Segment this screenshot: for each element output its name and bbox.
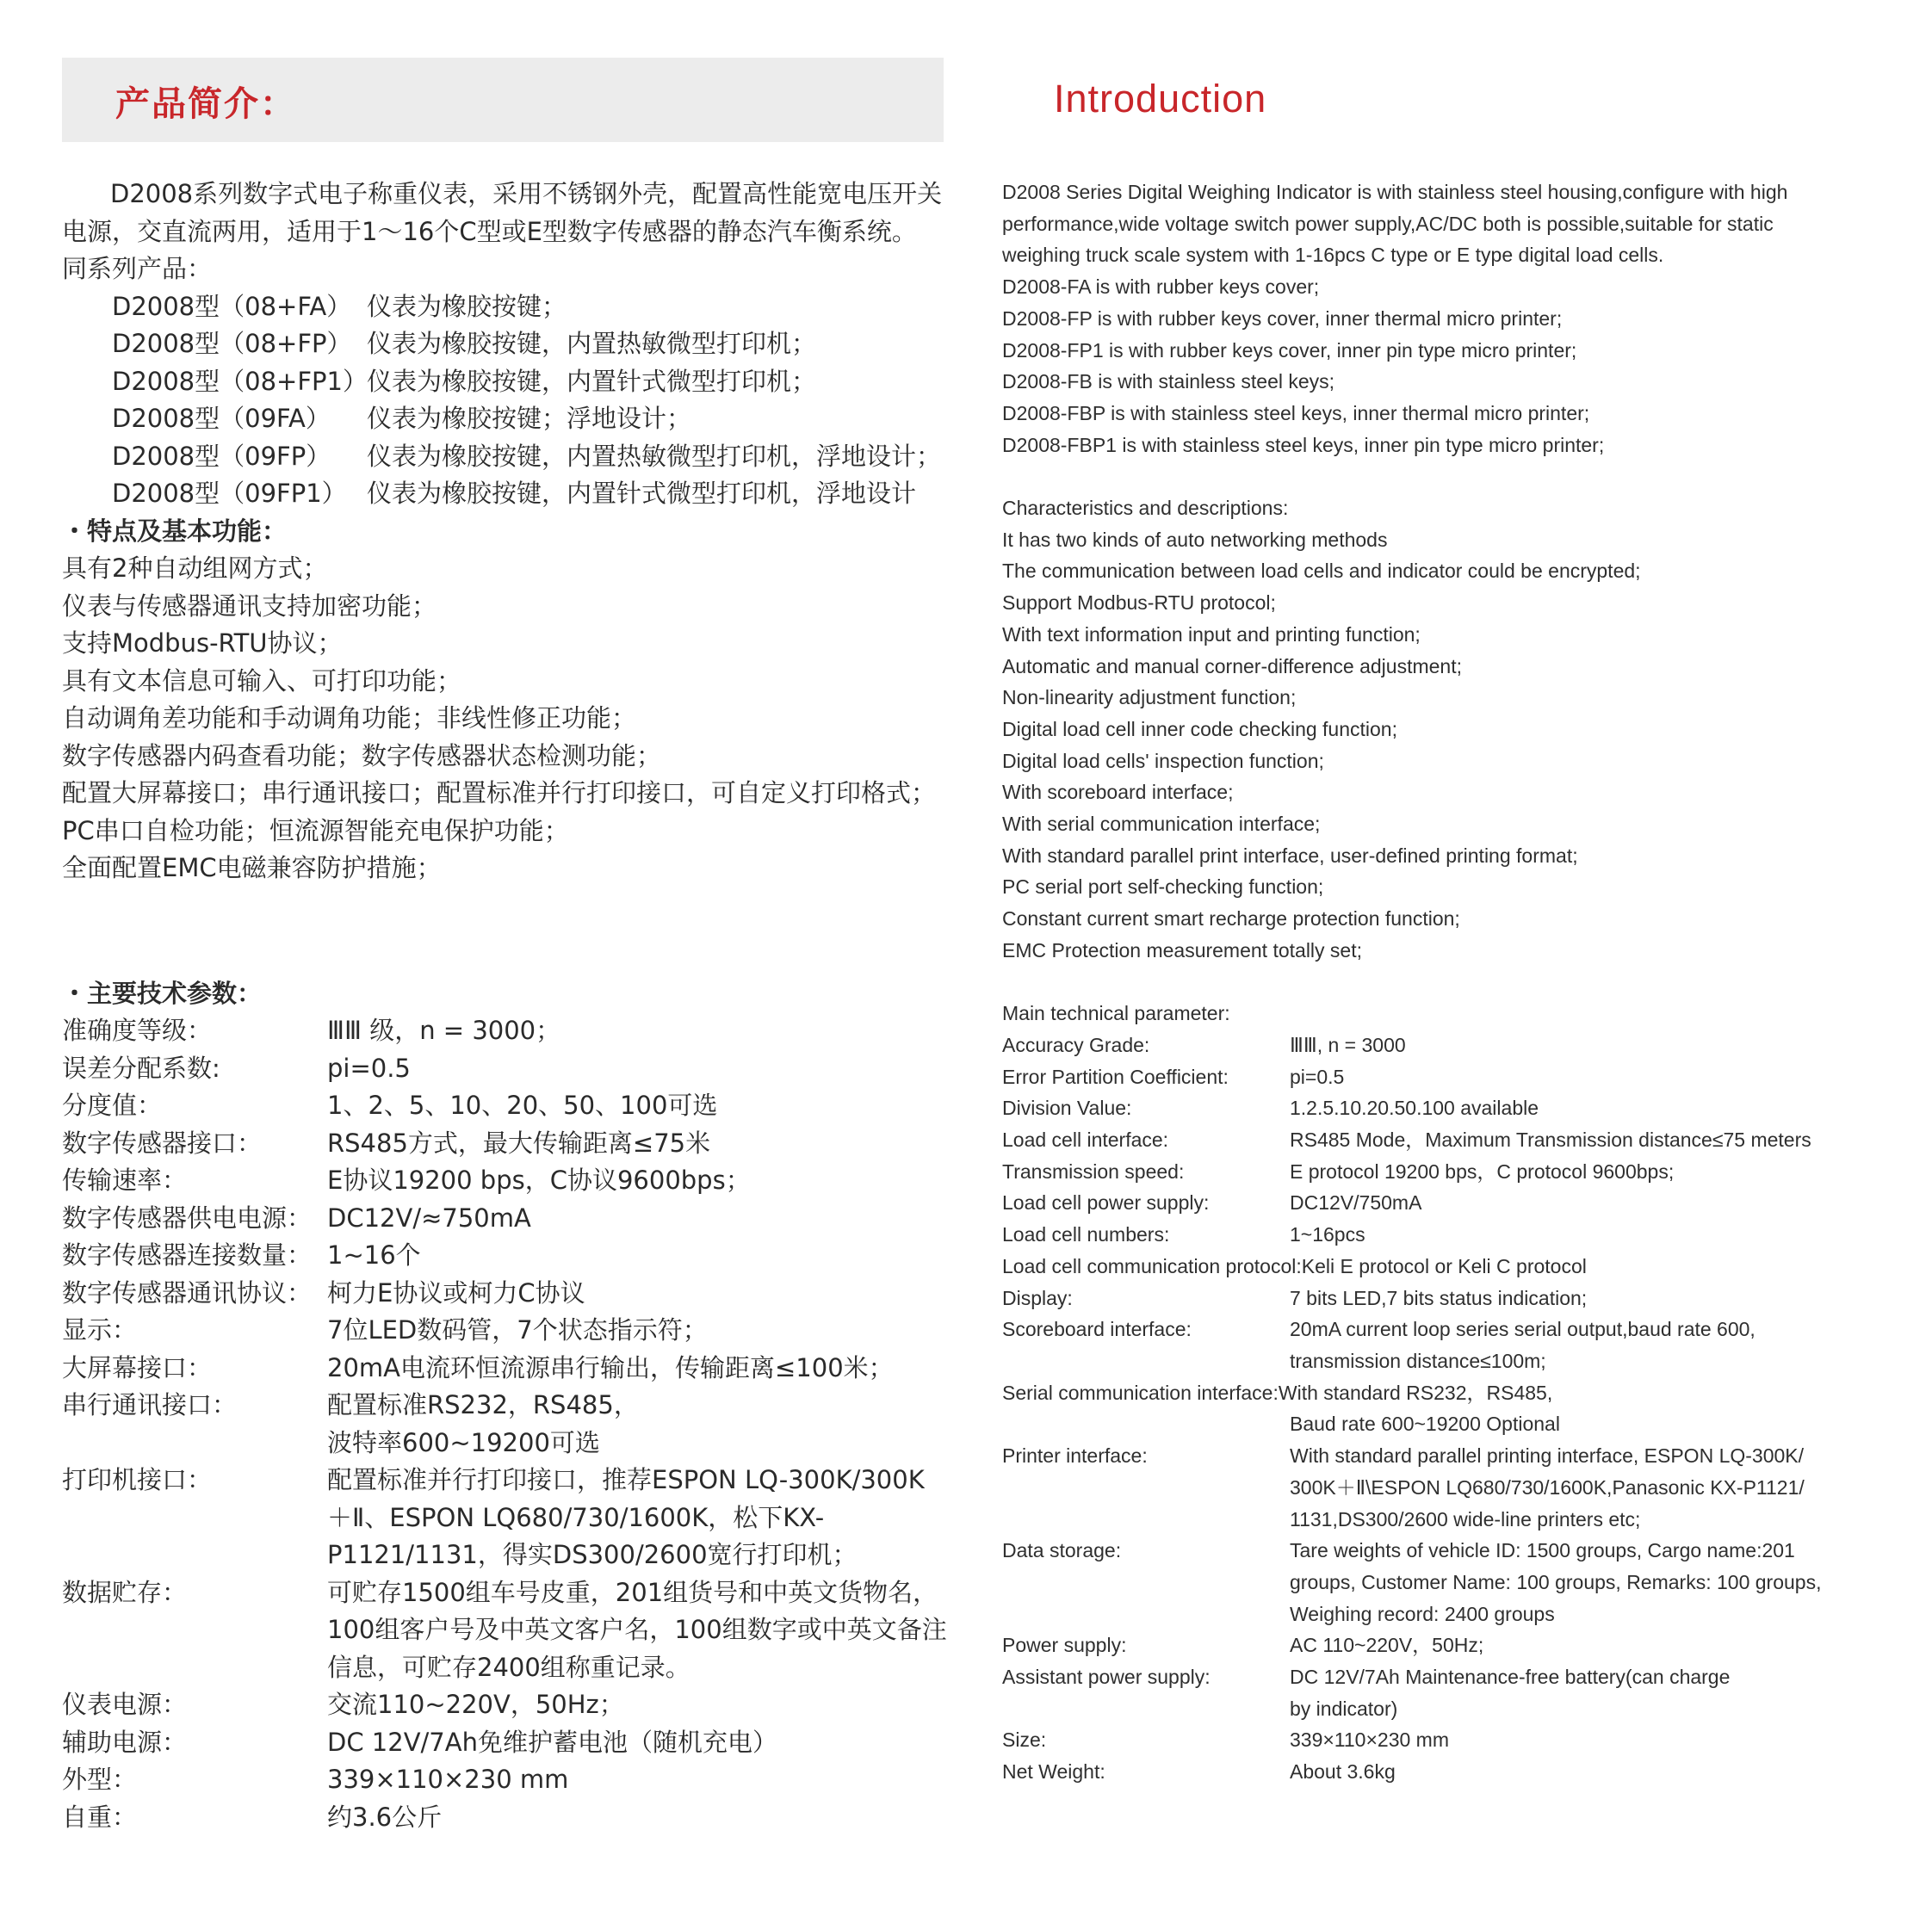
zh-param-label: 外型： (62, 1765, 138, 1794)
zh-param-value: DC 12V/7Ah免维护蓄电池（随机充电） (327, 1727, 777, 1757)
en-intro-line: D2008 Series Digital Weighing Indicator is with stainless steel housing,configure with high (1002, 181, 1788, 203)
en-param-row (1002, 1661, 1889, 1724)
en-intro-line: D2008-FP is with rubber keys cover, inner thermal micro printer; (1002, 306, 1563, 330)
zh-param-label: 数据贮存： (62, 1577, 188, 1607)
en-param-row (1002, 1756, 1889, 1788)
zh-param-row (62, 1275, 949, 1313)
zh-model-desc: 仪表为橡胶按键，内置热敏微型打印机； (367, 329, 817, 358)
en-param-value: ⅢⅢ, n = 3000 (1290, 1033, 1406, 1056)
zh-feature-item: 支持Modbus-RTU协议； (62, 628, 343, 658)
zh-model-name: D2008型（08+FP1） (112, 366, 368, 396)
en-feature-item: It has two kinds of auto networking methods (1002, 528, 1388, 551)
zh-param-row (62, 1761, 949, 1799)
en-feature-item: With standard parallel print interface, user-defined printing format; (1002, 844, 1578, 867)
zh-param-row (62, 1724, 949, 1762)
zh-param-row (62, 1686, 949, 1724)
en-intro-line: D2008-FP1 is with rubber keys cover, inner pin type micro printer; (1002, 338, 1577, 362)
en-param-label: Assistant power supply: (1002, 1666, 1211, 1689)
en-intro-line: weighing truck scale system with 1-16pcs C type or E type digital load cells. (1002, 244, 1664, 267)
zh-param-label: 仪表电源： (62, 1690, 188, 1719)
zh-param-label: 自重： (62, 1802, 138, 1832)
zh-param-value: 配置标准RS232，RS485， 波特率600~19200可选 (327, 1390, 639, 1457)
zh-params-title: ・主要技术参数： (62, 978, 263, 1008)
zh-param-label: 传输速率： (62, 1166, 188, 1195)
en-column (1002, 176, 1889, 1788)
en-feature-item: Support Modbus-RTU protocol; (1002, 591, 1276, 615)
en-feature-item: Digital load cell inner code checking function; (1002, 717, 1397, 740)
en-param-row (1002, 1629, 1889, 1661)
zh-param-label: 准确度等级： (62, 1016, 213, 1045)
zh-intro-line: 同系列产品： (62, 254, 213, 283)
en-param-value: AC 110~220V，50Hz; (1290, 1634, 1484, 1657)
en-feature-item: With serial communication interface; (1002, 813, 1321, 836)
zh-param-value: E协议19200 bps，C协议9600bps； (327, 1166, 751, 1195)
zh-param-value: 配置标准并行打印接口，推荐ESPON LQ-300K/300K＋Ⅱ、ESPON LQ680/730/1600K，松下KX-P1121/1131，得实DS300/2600宽行打印机； (327, 1465, 925, 1569)
en-feature-item: PC serial port self-checking function; (1002, 875, 1324, 899)
en-intro-line: D2008-FB is with stainless steel keys; (1002, 370, 1335, 393)
zh-feature-item: 配置大屏幕接口；串行通讯接口；配置标准并行打印接口，可自定义打印格式； (62, 778, 937, 807)
en-param-row (1002, 1535, 1889, 1629)
zh-param-value: 交流110~220V，50Hz； (327, 1690, 624, 1719)
en-param-value: 7 bits LED,7 bits status indication; (1290, 1286, 1588, 1309)
en-param-row (1002, 1092, 1889, 1124)
zh-model-name: D2008型（08+FA） (112, 291, 352, 321)
zh-feature-item: 具有2种自动组网方式； (62, 553, 328, 583)
zh-model-desc: 仪表为橡胶按键，内置热敏微型打印机，浮地设计； (367, 441, 942, 471)
zh-title: 产品简介： (115, 84, 296, 124)
zh-model-desc: 仪表为橡胶按键；浮地设计； (367, 404, 692, 433)
en-param-row (1002, 1187, 1889, 1219)
zh-feature-item: 全面配置EMC电磁兼容防护措施； (62, 853, 442, 882)
zh-param-label: 数字传感器接口： (62, 1128, 263, 1158)
zh-param-value: 柯力E协议或柯力C协议 (327, 1277, 585, 1308)
zh-model-line (62, 288, 949, 326)
zh-param-row (62, 1050, 949, 1088)
zh-header-band (62, 58, 944, 142)
zh-param-value: pi=0.5 (327, 1053, 411, 1083)
en-param-value: E protocol 19200 bps，C protocol 9600bps; (1290, 1159, 1675, 1183)
en-param-value: About 3.6kg (1290, 1760, 1396, 1784)
zh-column (62, 176, 949, 1836)
en-param-row (1002, 1251, 1889, 1283)
en-param-row (1002, 1219, 1889, 1251)
en-title: Introduction (1054, 77, 1267, 121)
en-param-row (1002, 1283, 1889, 1314)
en-param-label: Data storage: (1002, 1539, 1122, 1562)
zh-param-label: 数字传感器连接数量： (62, 1240, 313, 1270)
zh-model-name: D2008型（09FP） (112, 441, 331, 471)
zh-param-label: 数字传感器供电电源： (62, 1203, 313, 1233)
zh-param-label: 显示： (62, 1315, 138, 1345)
zh-feature-item: 仪表与传感器通讯支持加密功能； (62, 591, 437, 621)
zh-param-row (62, 1200, 949, 1238)
en-feature-item: The communication between load cells and indicator could be encrypted; (1002, 560, 1641, 583)
en-param-row (1002, 1440, 1889, 1535)
zh-model-name: D2008型（09FA） (112, 404, 331, 433)
en-param-row (1002, 1314, 1889, 1376)
en-param-value: DC 12V/7Ah Maintenance-free battery(can charge by indicator) (1290, 1666, 1731, 1720)
zh-param-row (62, 1162, 949, 1200)
en-feature-item: EMC Protection measurement totally set; (1002, 938, 1362, 962)
zh-model-line (62, 363, 949, 401)
zh-param-value: RS485方式，最大传输距离≤75米 (327, 1128, 711, 1158)
en-param-label: Display: (1002, 1286, 1073, 1309)
en-param-value: RS485 Mode，Maximum Transmission distance≤75 meters (1290, 1129, 1811, 1152)
en-param-value: DC12V/750mA (1290, 1191, 1422, 1215)
zh-features-title: ・特点及基本功能： (62, 516, 288, 546)
zh-param-value: 20mA电流环恒流源串行输出，传输距离≤100米； (327, 1352, 894, 1382)
zh-param-value: ⅢⅢ 级，n = 3000； (327, 1016, 561, 1045)
zh-model-desc: 仪表为橡胶按键； (367, 291, 567, 321)
zh-param-label: 分度值： (62, 1091, 163, 1120)
en-param-value: 339×110×230 mm (1290, 1728, 1449, 1752)
zh-param-row (62, 1237, 949, 1275)
zh-param-label: 误差分配系数: (62, 1053, 220, 1083)
en-param-value: pi=0.5 (1290, 1065, 1345, 1088)
zh-param-row (62, 1012, 949, 1050)
en-feature-item: Digital load cells' inspection function; (1002, 749, 1324, 772)
en-intro-line: performance,wide voltage switch power supply,AC/DC both is possible,suitable for static (1002, 212, 1774, 235)
zh-param-value: 1~16个 (327, 1240, 421, 1270)
zh-model-line (62, 325, 949, 363)
en-param-value-cont: Baud rate 600~19200 Optional (1290, 1413, 1560, 1436)
en-param-label: Printer interface: (1002, 1444, 1148, 1468)
zh-param-row (62, 1462, 949, 1574)
zh-model-name: D2008型（09FP1） (112, 479, 347, 508)
zh-param-value: 1、2、5、10、20、50、100可选 (327, 1091, 718, 1120)
en-param-row (1002, 1124, 1889, 1156)
zh-model-line (62, 400, 949, 438)
en-feature-item: Constant current smart recharge protection function; (1002, 907, 1460, 931)
en-param-row (1002, 1156, 1889, 1188)
zh-model-name: D2008型（08+FP） (112, 329, 352, 358)
en-features-title: Characteristics and descriptions: (1002, 497, 1289, 520)
en-param-value: 1~16pcs (1290, 1223, 1365, 1246)
en-param-label: Transmission speed: (1002, 1159, 1185, 1183)
en-feature-item: Automatic and manual corner-difference adjustment; (1002, 654, 1462, 677)
en-feature-item: Non-linearity adjustment function; (1002, 686, 1297, 709)
zh-intro-line: 电源，交直流两用，适用于1～16个C型或E型数字传感器的静态汽车衡系统。 (62, 216, 917, 246)
en-param-row (1002, 1030, 1889, 1061)
zh-model-desc: 仪表为橡胶按键，内置针式微型打印机，浮地设计 (367, 479, 917, 508)
en-feature-item: With text information input and printing function; (1002, 622, 1421, 646)
zh-model-line (62, 475, 949, 513)
en-param-value: 20mA current loop series serial output,baud rate 600, transmission distance≤100m; (1290, 1318, 1756, 1372)
en-param-label: Load cell power supply: (1002, 1191, 1210, 1215)
en-intro-line: D2008-FA is with rubber keys cover; (1002, 275, 1320, 299)
zh-param-row (62, 1387, 949, 1462)
zh-param-row (62, 1125, 949, 1163)
zh-param-row (62, 1799, 949, 1837)
en-param-value: 1.2.5.10.20.50.100 available (1290, 1097, 1539, 1120)
zh-param-label: 串行通讯接口： (62, 1390, 238, 1419)
zh-param-value: 339×110×230 mm (327, 1765, 569, 1794)
en-param-label: Serial communication interface: (1002, 1381, 1279, 1404)
zh-intro-line: D2008系列数字式电子称重仪表，采用不锈钢外壳，配置高性能宽电压开关 (110, 179, 943, 208)
en-param-value: Tare weights of vehicle ID: 1500 groups, Cargo name:201 groups, Customer Name: 100 groups, Remarks: 100 groups, Weighing record: 2400 groups (1290, 1539, 1822, 1625)
zh-param-value: 约3.6公斤 (327, 1802, 443, 1832)
en-param-label: Net Weight: (1002, 1760, 1105, 1784)
en-param-label: Load cell numbers: (1002, 1223, 1170, 1246)
en-param-label: Error Partition Coefficient: (1002, 1065, 1229, 1088)
zh-model-line (62, 438, 949, 476)
zh-feature-item: 自动调角差功能和手动调角功能；非线性修正功能； (62, 703, 637, 733)
en-param-row (1002, 1724, 1889, 1756)
en-param-row (1002, 1377, 1889, 1409)
zh-param-label: 辅助电源： (62, 1727, 188, 1757)
zh-feature-item: PC串口自检功能；恒流源智能充电保护功能； (62, 815, 569, 845)
en-param-row (1002, 1061, 1889, 1093)
zh-param-label: 大屏幕接口： (62, 1352, 213, 1382)
zh-param-label: 打印机接口： (62, 1465, 213, 1494)
en-param-value: Keli E protocol or Keli C protocol (1301, 1254, 1587, 1277)
zh-param-row (62, 1087, 949, 1125)
en-param-label: Accuracy Grade: (1002, 1033, 1150, 1056)
en-param-label: Size: (1002, 1728, 1047, 1752)
en-intro-line: D2008-FBP1 is with stainless steel keys, inner pin type micro printer; (1002, 433, 1605, 456)
zh-param-row (62, 1350, 949, 1388)
zh-model-desc: 仪表为橡胶按键，内置针式微型打印机； (367, 366, 817, 396)
zh-param-value: 可贮存1500组车号皮重，201组货号和中英文货物名，100组客户号及中英文客户名，100组数字或中英文备注信息，可贮存2400组称重记录。 (327, 1577, 947, 1682)
zh-param-row (62, 1312, 949, 1350)
en-param-label: Power supply: (1002, 1634, 1127, 1657)
en-param-label: Scoreboard interface: (1002, 1318, 1192, 1341)
en-param-value: With standard RS232，RS485, (1278, 1381, 1553, 1404)
en-param-label: Division Value: (1002, 1097, 1132, 1120)
zh-feature-item: 数字传感器内码查看功能；数字传感器状态检测功能； (62, 740, 662, 770)
en-param-value: With standard parallel printing interface, ESPON LQ-300K/ 300K＋Ⅱ\ESPON LQ680/730/1600K,Panasonic KX-P1121/ 1131,DS300/2600 wide-line printers etc; (1290, 1444, 1805, 1531)
en-intro-line: D2008-FBP is with stainless steel keys, inner thermal micro printer; (1002, 401, 1590, 424)
zh-param-value: 7位LED数码管，7个状态指示符； (327, 1315, 708, 1345)
en-param-label: Load cell interface: (1002, 1129, 1169, 1152)
zh-param-label: 数字传感器通讯协议： (62, 1277, 313, 1308)
zh-param-row (62, 1574, 949, 1687)
zh-param-value: DC12V/≈750mA (327, 1203, 531, 1233)
zh-feature-item: 具有文本信息可输入、可打印功能； (62, 665, 462, 696)
en-feature-item: With scoreboard interface; (1002, 781, 1234, 804)
en-params-title: Main technical parameter: (1002, 1002, 1230, 1025)
en-param-label: Load cell communication protocol: (1002, 1254, 1302, 1277)
